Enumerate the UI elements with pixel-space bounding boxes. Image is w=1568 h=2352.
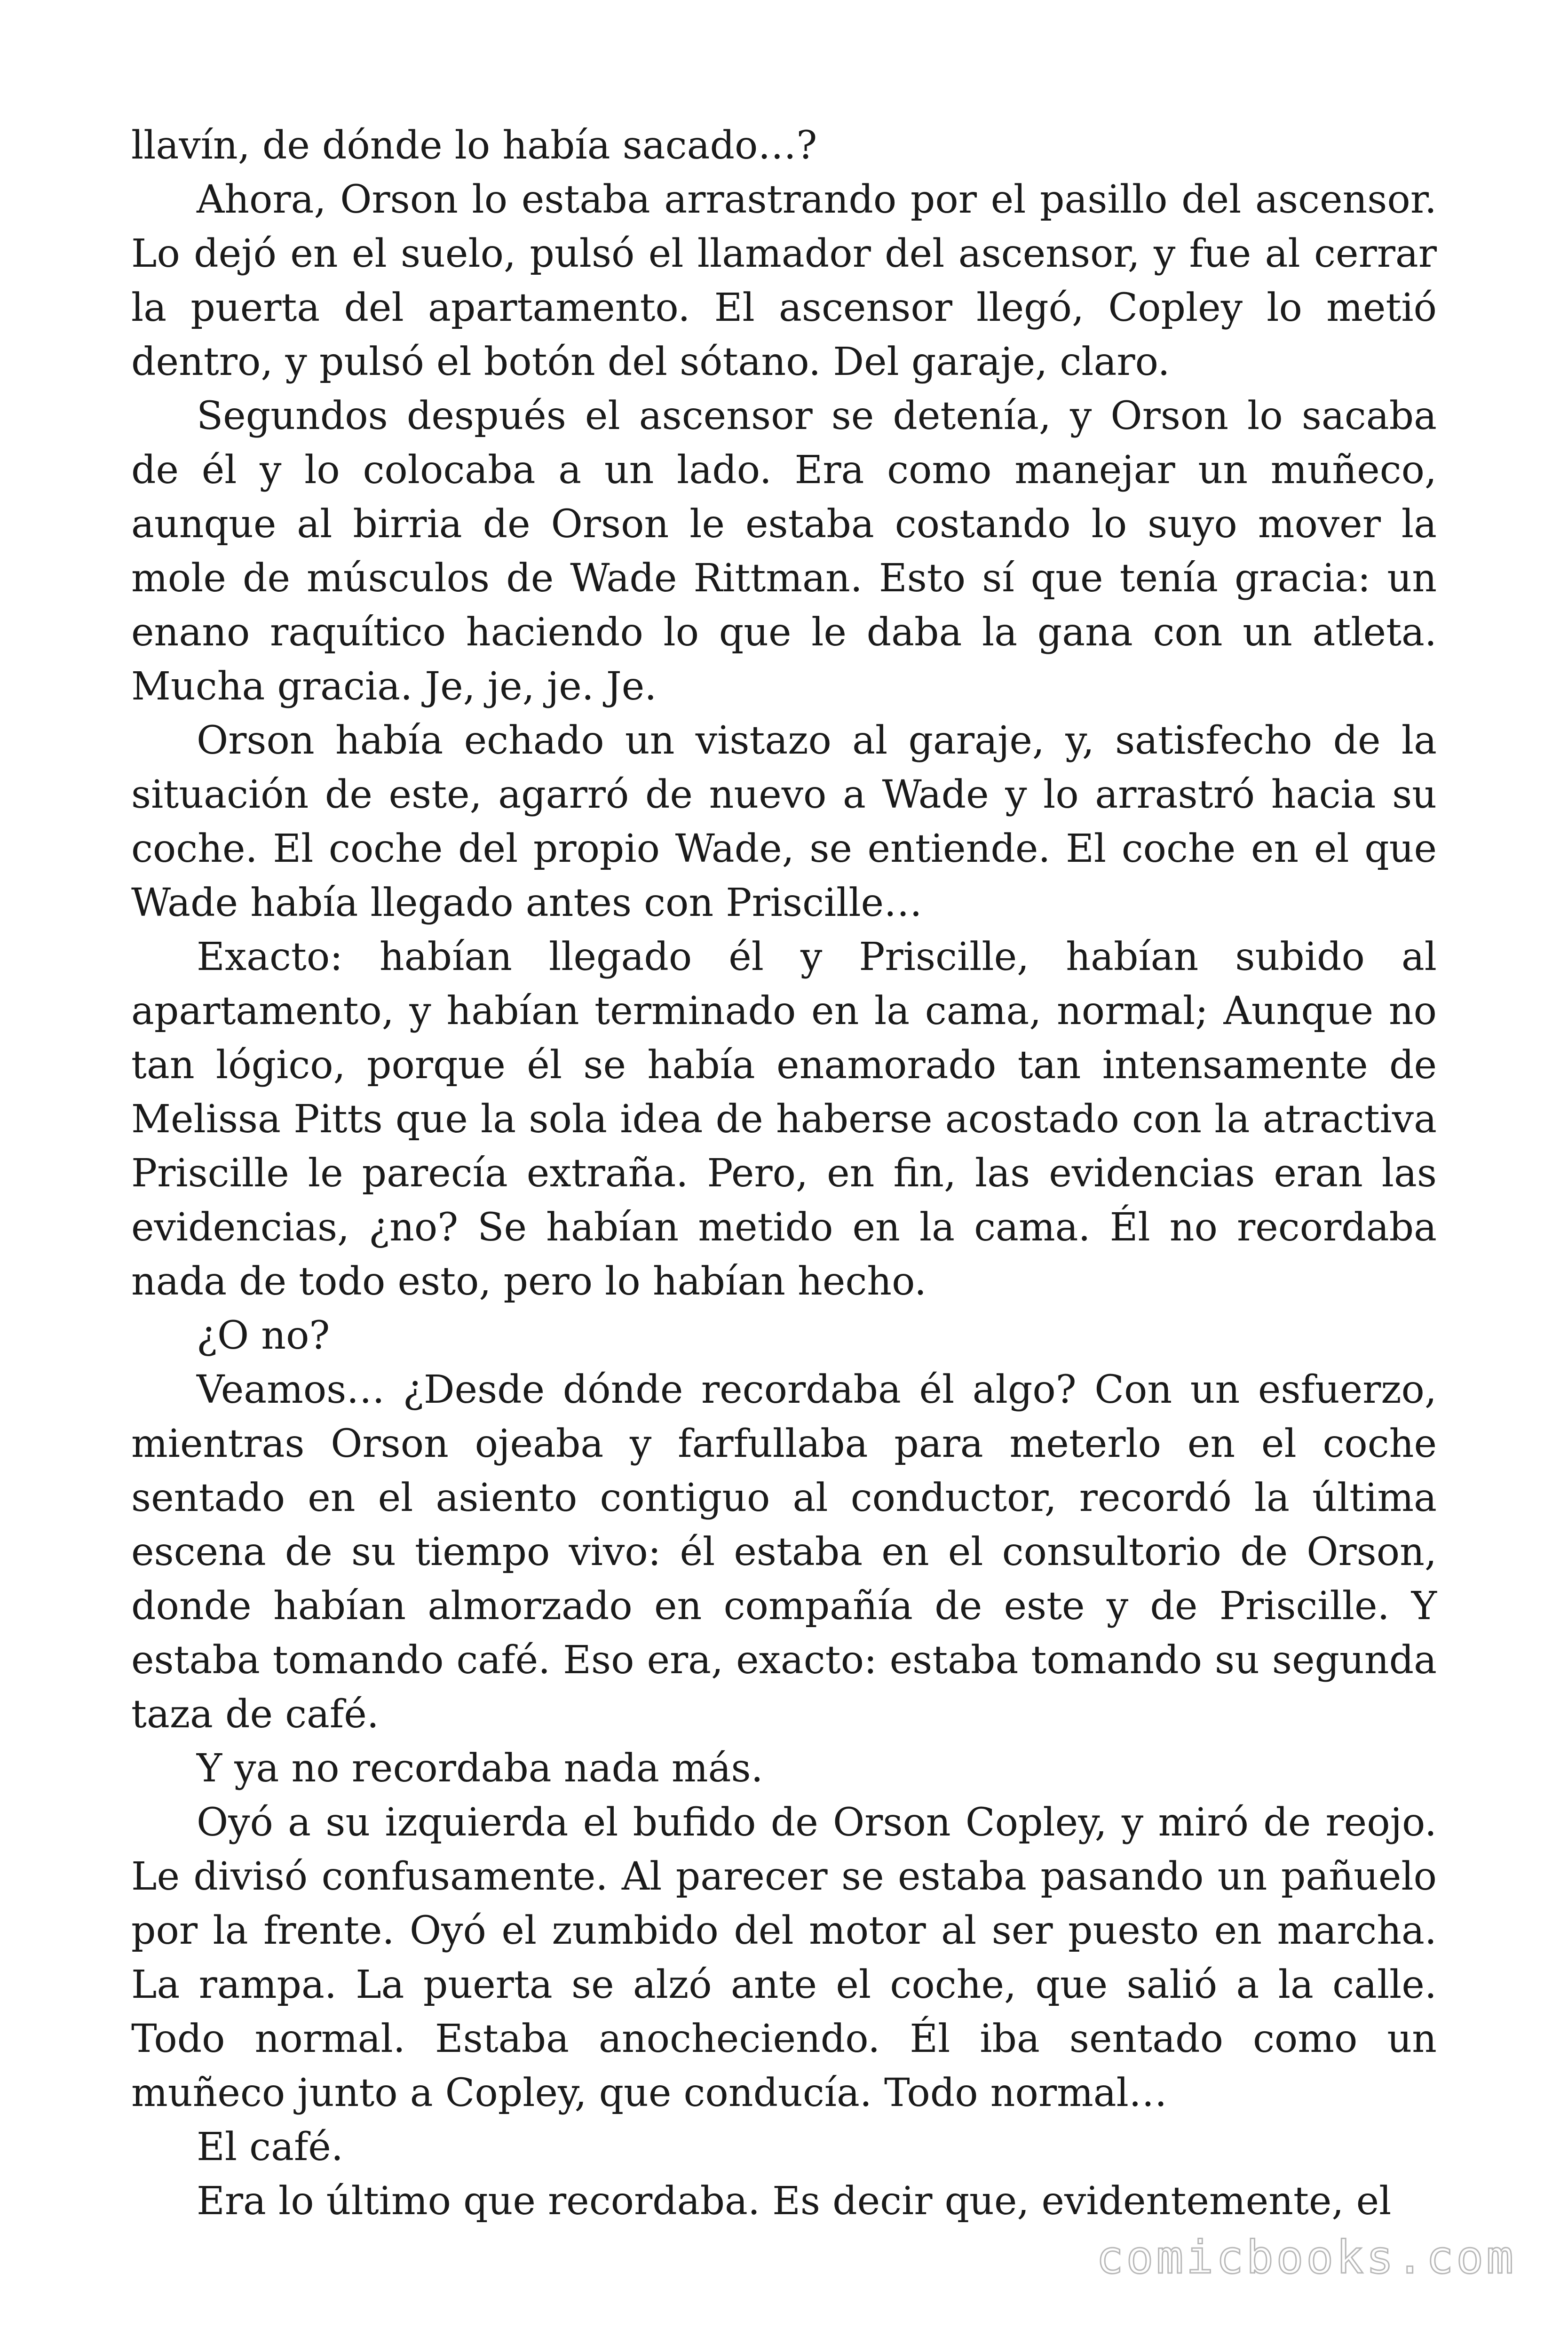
paragraph: Era lo último que recordaba. Es decir que, evidentemente, el [197,2179,1392,2224]
paragraph: Oyó a su izquierda el bufido de Orson Copley, y miró de reojo. Le divisó confusamente. Al parecer se estaba pasando un pañuelo por la frente. Oyó el zumbido del motor al ser puesto en marcha. La rampa. La puerta se alzó ante el coche, que salió a la calle. Todo normal. Estaba anocheciendo. Él iba sentado como un muñeco junto a Copley, que conducía. Todo normal… [131,1800,1437,2115]
watermark: comicbooks.com [1096,2231,1516,2284]
paragraph: El café. [197,2125,343,2169]
paragraph: Veamos… ¿Desde dónde recordaba él algo? Con un esfuerzo, mientras Orson ojeaba y farfullaba para meterlo en el coche sentado en el asiento contiguo al conductor, recordó la última escena de su tiempo vivo: él estaba en el consultorio de Orson, donde habían almorzado en compañía de este y de Priscille. Y estaba tomando café. Eso era, exacto: estaba tomando su segunda taza de café. [131,1367,1437,1737]
body-text [131,119,1437,2228]
paragraph: Segundos después el ascensor se detenía, y Orson lo sacaba de él y lo colocaba a un lado. Era como manejar un muñeco, aunque al birria de Orson le estaba costando lo suyo mover la mole de músculos de Wade Rittman. Esto sí que tenía gracia: un enano raquítico haciendo lo que le daba la gana con un atleta. Mucha gracia. Je, je, je. Je. [131,394,1437,709]
paragraph: Ahora, Orson lo estaba arrastrando por el pasillo del ascensor. Lo dejó en el suelo, pulsó el llamador del ascensor, y fue al cerrar la puerta del apartamento. El ascensor llegó, Copley lo metió dentro, y pulsó el botón del sótano. Del garaje, claro. [131,177,1437,384]
paragraph: Exacto: habían llegado él y Priscille, habían subido al apartamento, y habían terminado en la cama, normal; Aunque no tan lógico, porque él se había enamorado tan intensamente de Melissa Pitts que la sola idea de haberse acostado con la atractiva Priscille le parecía extraña. Pero, en fin, las evidencias eran las evidencias, ¿no? Se habían metido en la cama. Él no recordaba nada de todo esto, pero lo habían hecho. [131,935,1437,1304]
paragraph: ¿O no? [197,1313,330,1358]
paragraph: Orson había echado un vistazo al garaje, y, satisfecho de la situación de este, agarró de nuevo a Wade y lo arrastró hacia su coche. El coche del propio Wade, se entiende. El coche en el que Wade había llegado antes con Priscille… [131,718,1437,925]
paragraph: llavín, de dónde lo había sacado…? [131,123,817,168]
paragraph: Y ya no recordaba nada más. [197,1746,763,1791]
